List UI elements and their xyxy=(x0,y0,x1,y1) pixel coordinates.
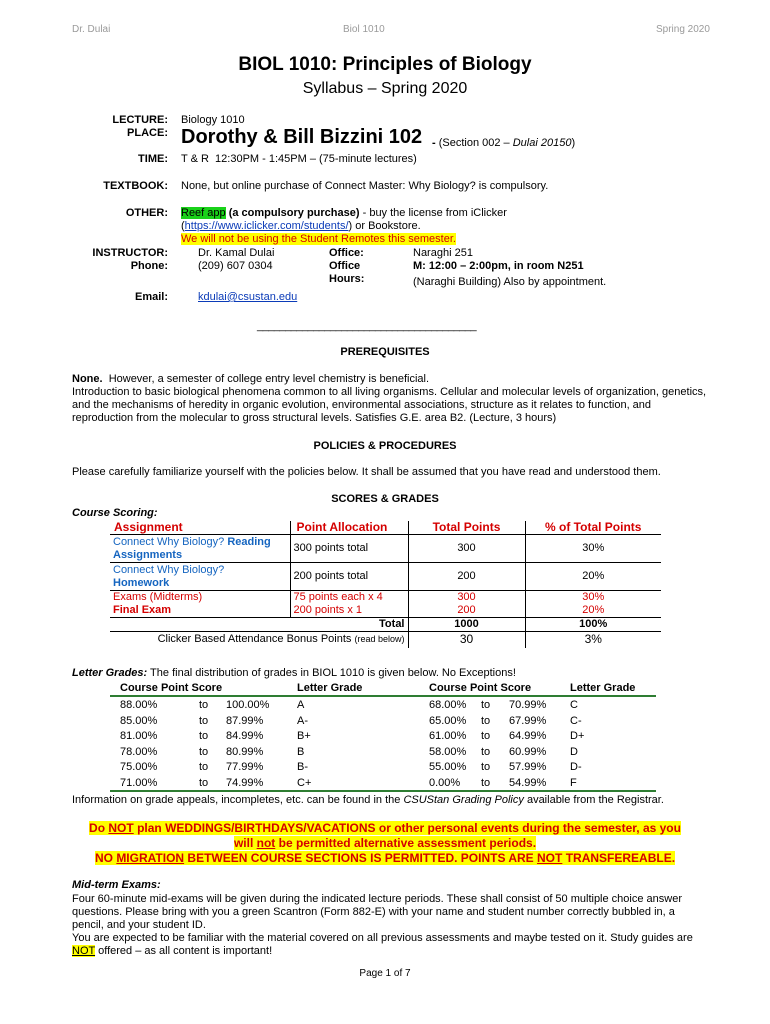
link-post: ) or Bookstore. xyxy=(348,220,421,232)
midterm-text2 xyxy=(72,932,697,958)
email-label: Email: xyxy=(134,291,168,303)
place-label: PLACE: xyxy=(127,127,168,139)
warning-line2 xyxy=(0,836,770,850)
lg-score-to: 77.99% xyxy=(226,761,264,774)
lg-to: to xyxy=(199,730,209,743)
lg-score-to: 64.99% xyxy=(509,730,547,743)
other-warning xyxy=(181,233,456,245)
lg-header-grade-left: Letter Grade xyxy=(297,682,363,694)
total-spacer xyxy=(110,618,290,632)
lg-score-from: 81.00% xyxy=(120,730,158,743)
scores-header-row xyxy=(110,521,661,535)
prereq-title: PREREQUISITES xyxy=(340,346,430,358)
w1c: plan WEDDINGS/BIRTHDAYS/VACATIONS or other personal events during the semester, as you xyxy=(133,821,681,835)
total-points: 1000 xyxy=(408,618,525,632)
lg-to: to xyxy=(199,699,209,711)
course-scoring-label: Course Scoring: xyxy=(72,507,158,519)
lg-to: to xyxy=(199,714,209,727)
lg-score-to: 74.99% xyxy=(226,777,264,789)
instructor-label: INSTRUCTOR: xyxy=(92,247,168,259)
lg-score-from: 71.00% xyxy=(120,777,158,789)
w3b: MIGRATION xyxy=(116,851,185,865)
hours-note: (Naraghi Building) Also by appointment. xyxy=(413,276,607,288)
w2a: will xyxy=(233,836,257,850)
lg-score-to: 54.99% xyxy=(509,777,547,789)
row-allocation: 300 points total xyxy=(290,535,408,563)
lg-to: to xyxy=(481,714,491,727)
bonus-row xyxy=(110,632,661,648)
row-assignment-bold: Reading Assignments xyxy=(113,535,271,561)
time-hours: 12:30PM - 1:45PM xyxy=(215,153,307,165)
textbook-value: None, but online purchase of Connect Master: Why Biology? is compulsory. xyxy=(181,180,549,192)
table-row xyxy=(110,535,661,563)
lg-score-from: 75.00% xyxy=(120,761,158,774)
time-label: TIME: xyxy=(138,153,168,165)
table-row xyxy=(110,591,661,605)
hours-label: Office Hours: xyxy=(329,260,365,285)
row-assignment-text: Connect Why Biology? xyxy=(113,535,228,548)
policies-text: Please carefully familiarize yourself with the policies below. It shall be assumed that you have read and understood them. xyxy=(72,466,661,478)
lg-score-from: 61.00% xyxy=(429,730,467,743)
place-value: Dorothy & Bill Bizzini 102 xyxy=(181,126,423,148)
lg-score-to: 100.00% xyxy=(226,699,270,711)
lecture-label: LECTURE: xyxy=(112,114,168,126)
row-allocation: 200 points total xyxy=(290,563,408,591)
lg-score-to: 70.99% xyxy=(509,699,547,711)
lg-score-from: 58.00% xyxy=(429,745,467,758)
lg-letter: C xyxy=(570,699,578,711)
letter-grades-intro xyxy=(72,667,516,679)
lg-score-to: 60.99% xyxy=(509,745,547,758)
row-percent: 20% xyxy=(582,570,605,582)
midterm-text2a: You are expected to be familiar with the material covered on all previous assessments and maybe tested on it. Study guides are xyxy=(72,932,693,944)
lg-score-to: 84.99% xyxy=(226,730,264,743)
iclicker-link[interactable]: https://www.iclicker.com/students/ xyxy=(184,220,349,232)
bonus-label-text: Clicker Based Attendance Bonus Points xyxy=(157,633,352,646)
total-percent: 100% xyxy=(579,618,608,630)
warning-line1 xyxy=(0,821,770,835)
lg-to: to xyxy=(481,761,491,774)
other-rest: - buy the license from iClicker xyxy=(359,207,507,219)
grades-top-line xyxy=(110,695,656,697)
row-allocation: 75 points each x 4 xyxy=(290,591,408,605)
lg-letter: C+ xyxy=(297,777,312,789)
header-total: Total Points xyxy=(408,521,525,535)
lecture-value: Biology 1010 xyxy=(181,114,245,126)
lg-score-to: 57.99% xyxy=(509,761,547,774)
letter-grades-label: Letter Grades: xyxy=(72,667,148,679)
lg-letter: A- xyxy=(297,714,308,727)
w3d: NOT xyxy=(537,851,563,865)
lg-score-from: 78.00% xyxy=(120,745,158,758)
row-assignment: Exams (Midterms) xyxy=(110,591,290,605)
time-note: – (75-minute lectures) xyxy=(309,153,417,165)
reef-app-text: Reef app xyxy=(181,207,226,219)
instructor-value: Dr. Kamal Dulai xyxy=(198,247,275,259)
header-percent: % of Total Points xyxy=(545,520,642,534)
lg-to: to xyxy=(481,699,491,711)
hours-value: M: 12:00 – 2:00pm, in room N251 xyxy=(413,260,584,272)
bonus-label xyxy=(110,632,408,648)
table-row xyxy=(110,604,661,618)
lg-score-to: 67.99% xyxy=(509,714,547,727)
midterm-not: NOT xyxy=(72,945,96,957)
lg-to: to xyxy=(199,745,209,758)
time-days: T & R xyxy=(181,153,209,165)
lg-score-from: 88.00% xyxy=(120,699,158,711)
lg-letter: D- xyxy=(570,761,582,774)
grading-info-post: available from the Registrar. xyxy=(523,794,664,806)
compulsory-text: (a compulsory purchase) xyxy=(228,207,360,219)
lg-score-to: 87.99% xyxy=(226,714,264,727)
header-right: Spring 2020 xyxy=(656,24,710,35)
phone-label: Phone: xyxy=(130,260,168,272)
link-pre: ( xyxy=(181,220,185,232)
lg-to: to xyxy=(481,745,491,758)
midterm-title: Mid-term Exams: xyxy=(72,879,161,891)
email-link[interactable]: kdulai@csustan.edu xyxy=(198,291,298,303)
prereq-text1 xyxy=(72,373,712,386)
w3e: TRANSFEREABLE. xyxy=(562,851,676,865)
grading-policy-name: CSUStan Grading Policy xyxy=(403,794,524,806)
lg-to: to xyxy=(199,761,209,774)
lg-to: to xyxy=(481,777,491,789)
page-subtitle: Syllabus – Spring 2020 xyxy=(302,80,468,97)
row-assignment-bold: Homework xyxy=(113,576,170,589)
textbook-label: TEXTBOOK: xyxy=(103,180,168,192)
lg-letter: B xyxy=(297,745,305,758)
w2b: not xyxy=(256,836,276,850)
policies-title: POLICIES & PROCEDURES xyxy=(313,440,457,452)
grading-info xyxy=(72,794,664,806)
lg-letter: B+ xyxy=(297,730,311,743)
lg-letter: C- xyxy=(570,714,582,727)
header-assignment: Assignment xyxy=(110,521,290,535)
phone-value: (209) 607 0304 xyxy=(198,260,273,272)
bonus-percent: 3% xyxy=(584,632,602,647)
grades-bottom-line xyxy=(110,790,656,792)
row-total: 200 xyxy=(408,604,525,618)
remotes-warning: We will not be using the Student Remotes this semester. xyxy=(181,233,456,245)
grading-info-pre: Information on grade appeals, incompletes, etc. can be found in the xyxy=(72,794,404,806)
page-title: BIOL 1010: Principles of Biology xyxy=(238,54,532,75)
prereq-none: None. xyxy=(72,373,103,385)
lg-to: to xyxy=(481,730,491,743)
page-footer: Page 1 of 7 xyxy=(359,968,411,979)
row-percent: 30% xyxy=(582,542,605,554)
office-label: Office: xyxy=(329,247,364,259)
row-assignment-text: Connect Why Biology? xyxy=(113,563,225,576)
row-assignment xyxy=(110,563,290,591)
warning-line3 xyxy=(0,851,770,865)
w3c: BETWEEN COURSE SECTIONS IS PERMITTED. POINTS ARE xyxy=(184,851,538,865)
office-value: Naraghi 251 xyxy=(413,247,473,259)
time-value xyxy=(181,153,417,165)
lg-header-grade-right: Letter Grade xyxy=(570,682,636,694)
header-allocation: Point Allocation xyxy=(290,521,408,535)
lg-score-from: 85.00% xyxy=(120,714,158,727)
lg-header-score-right: Course Point Score xyxy=(429,682,532,694)
other-line1 xyxy=(181,207,507,219)
w2c: be permitted alternative assessment periods. xyxy=(275,836,537,850)
w1b: NOT xyxy=(108,821,134,835)
lg-score-from: 0.00% xyxy=(429,777,461,789)
lg-to: to xyxy=(199,777,209,789)
row-total: 300 xyxy=(408,535,525,563)
other-label: OTHER: xyxy=(125,207,168,219)
scores-table xyxy=(110,521,661,648)
bonus-note: (read below) xyxy=(354,634,405,645)
divider: _______________________________________ xyxy=(257,320,477,332)
row-allocation: 200 points x 1 xyxy=(290,604,408,618)
midterm-text1: Four 60-minute mid-exams will be given during the indicated lecture periods. These shall consist of 50 multiple choice answer questions. Please bring with you a green Scantron (Form 882-E) with your name and student number correctly bubbled in, a pencil, and your student ID. xyxy=(72,893,682,931)
total-label: Total xyxy=(290,618,408,632)
row-total: 200 xyxy=(408,563,525,591)
row-total: 300 xyxy=(408,591,525,605)
header-left: Dr. Dulai xyxy=(72,24,111,35)
letter-grades-text: The final distribution of grades in BIOL 1010 is given below. No Exceptions! xyxy=(147,667,516,679)
lg-score-from: 55.00% xyxy=(429,761,467,774)
lg-letter: B- xyxy=(297,761,308,774)
lg-letter: D xyxy=(570,745,578,758)
row-percent: 20% xyxy=(582,604,605,616)
lg-letter: F xyxy=(570,777,577,789)
other-line2 xyxy=(181,220,421,232)
bonus-points: 30 xyxy=(408,632,525,648)
w3a: NO xyxy=(94,851,117,865)
scores-title: SCORES & GRADES xyxy=(331,493,439,505)
place-note: - (Section 002 – Dulai 20150) xyxy=(432,137,576,149)
midterm-text2c: offered – as all content is important! xyxy=(95,945,273,957)
lg-score-to: 80.99% xyxy=(226,745,264,758)
lg-score-from: 68.00% xyxy=(429,699,467,711)
lg-letter: A xyxy=(297,699,305,711)
prereq-line1: However, a semester of college entry level chemistry is beneficial. xyxy=(108,373,430,385)
row-assignment: Final Exam xyxy=(110,604,290,618)
lg-header-score-left: Course Point Score xyxy=(120,682,223,694)
total-row xyxy=(110,618,661,632)
row-percent: 30% xyxy=(582,591,605,603)
lg-score-from: 65.00% xyxy=(429,714,467,727)
lg-letter: D+ xyxy=(570,730,585,743)
header-center: Biol 1010 xyxy=(343,24,385,35)
table-row xyxy=(110,563,661,591)
w1a: Do xyxy=(89,821,109,835)
prereq-text2: Introduction to basic biological phenomena common to all living organisms. Cellular and molecular levels of organization, genetics, and the mechanisms of heredity in organic evolution, environmental associations, structure as it relates to function, and reproduction from the molecular to gross structural levels. Satisfies G.E. area B2. (Lecture, 3 hours) xyxy=(72,386,707,424)
row-assignment xyxy=(110,535,290,563)
